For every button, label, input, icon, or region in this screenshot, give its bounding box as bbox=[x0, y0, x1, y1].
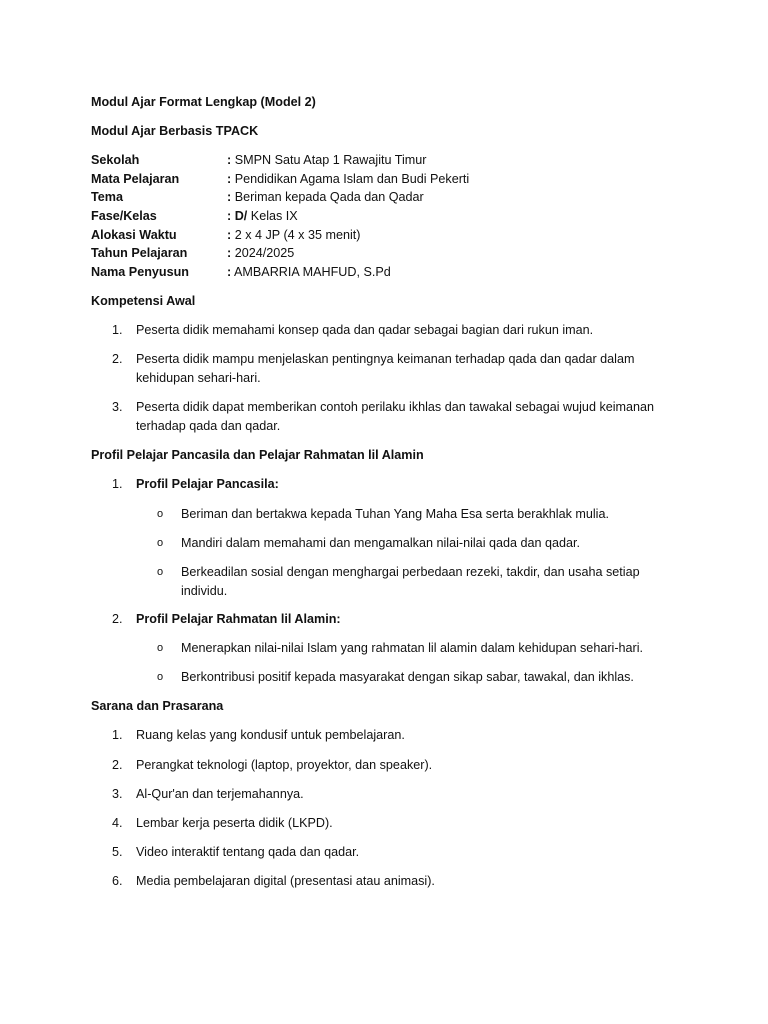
info-row-tahun-pelajaran bbox=[91, 244, 691, 262]
list-number: 2. bbox=[112, 758, 123, 772]
list-number: 1. bbox=[112, 323, 123, 337]
bullet-item: Mandiri dalam memahami dan mengamalkan nilai-nilai qada dan qadar. bbox=[181, 536, 581, 550]
info-key: Fase/Kelas bbox=[91, 209, 157, 223]
list-item: Lembar kerja peserta didik (LKPD). bbox=[136, 816, 333, 830]
info-row-mata-pelajaran bbox=[91, 170, 691, 188]
list-number: 2. bbox=[112, 352, 123, 366]
bullet-glyph: o bbox=[157, 537, 164, 549]
info-row-tema bbox=[91, 188, 691, 206]
list-number: 2. bbox=[112, 612, 123, 626]
info-value: : 2024/2025 bbox=[227, 246, 295, 260]
group-title: Profil Pelajar Rahmatan lil Alamin: bbox=[136, 612, 341, 626]
info-key: Tema bbox=[91, 190, 123, 204]
bullet-glyph: o bbox=[157, 508, 164, 520]
info-row-alokasi-waktu bbox=[91, 226, 691, 244]
info-value: : SMPN Satu Atap 1 Rawajitu Timur bbox=[227, 153, 427, 167]
list-item: Al-Qur'an dan terjemahannya. bbox=[136, 787, 304, 801]
section-heading-kompetensi: Kompetensi Awal bbox=[91, 294, 196, 308]
list-number: 4. bbox=[112, 816, 123, 830]
list-number: 3. bbox=[112, 787, 123, 801]
list-number: 5. bbox=[112, 845, 123, 859]
info-value: : D/ Kelas IX bbox=[227, 209, 298, 223]
info-value: : Beriman kepada Qada dan Qadar bbox=[227, 190, 424, 204]
info-key: Tahun Pelajaran bbox=[91, 246, 188, 260]
bullet-item: Beriman dan bertakwa kepada Tuhan Yang Maha Esa serta berakhlak mulia. bbox=[181, 507, 609, 521]
bullet-glyph: o bbox=[157, 671, 164, 683]
bullet-glyph: o bbox=[157, 642, 164, 654]
list-item: Perangkat teknologi (laptop, proyektor, dan speaker). bbox=[136, 758, 433, 772]
info-row-nama-penyusun bbox=[91, 263, 691, 281]
list-number: 3. bbox=[112, 400, 123, 414]
bullet-item: Berkontribusi positif kepada masyarakat dengan sikap sabar, tawakal, dan ikhlas. bbox=[181, 670, 634, 684]
info-value: : AMBARRIA MAHFUD, S.Pd bbox=[227, 265, 391, 279]
section-heading-sarana: Sarana dan Prasarana bbox=[91, 699, 224, 713]
info-row-fase-kelas bbox=[91, 207, 691, 225]
document-title: Modul Ajar Format Lengkap (Model 2) bbox=[91, 95, 316, 109]
list-item: Peserta didik dapat memberikan contoh perilaku ikhlas dan tawakal sebagai wujud keimanan terhadap qada dan qadar. bbox=[136, 400, 655, 433]
info-value: : Pendidikan Agama Islam dan Budi Pekerti bbox=[227, 172, 470, 186]
bullet-glyph: o bbox=[157, 566, 164, 578]
list-number: 1. bbox=[112, 728, 123, 742]
list-item: Video interaktif tentang qada dan qadar. bbox=[136, 845, 360, 859]
info-key: Sekolah bbox=[91, 153, 140, 167]
info-key: Alokasi Waktu bbox=[91, 228, 177, 242]
document-subtitle: Modul Ajar Berbasis TPACK bbox=[91, 124, 259, 138]
list-item: Ruang kelas yang kondusif untuk pembelajaran. bbox=[136, 728, 405, 742]
info-key: Mata Pelajaran bbox=[91, 172, 180, 186]
bullet-item: Berkeadilan sosial dengan menghargai perbedaan rezeki, takdir, dan usaha setiap individu. bbox=[181, 565, 640, 598]
info-key: Nama Penyusun bbox=[91, 265, 189, 279]
section-heading-profil: Profil Pelajar Pancasila dan Pelajar Rahmatan lil Alamin bbox=[91, 448, 424, 462]
list-item: Peserta didik memahami konsep qada dan qadar sebagai bagian dari rukun iman. bbox=[136, 323, 594, 337]
list-item: Media pembelajaran digital (presentasi atau animasi). bbox=[136, 874, 435, 888]
info-row-sekolah bbox=[91, 151, 691, 169]
bullet-item: Menerapkan nilai-nilai Islam yang rahmatan lil alamin dalam kehidupan sehari-hari. bbox=[181, 641, 644, 655]
list-number: 1. bbox=[112, 477, 123, 491]
list-item: Peserta didik mampu menjelaskan pentingnya keimanan terhadap qada dan qadar dalam kehidupan sehari-hari. bbox=[136, 352, 635, 385]
group-title: Profil Pelajar Pancasila: bbox=[136, 477, 279, 491]
list-number: 6. bbox=[112, 874, 123, 888]
info-value: : 2 x 4 JP (4 x 35 menit) bbox=[227, 228, 361, 242]
